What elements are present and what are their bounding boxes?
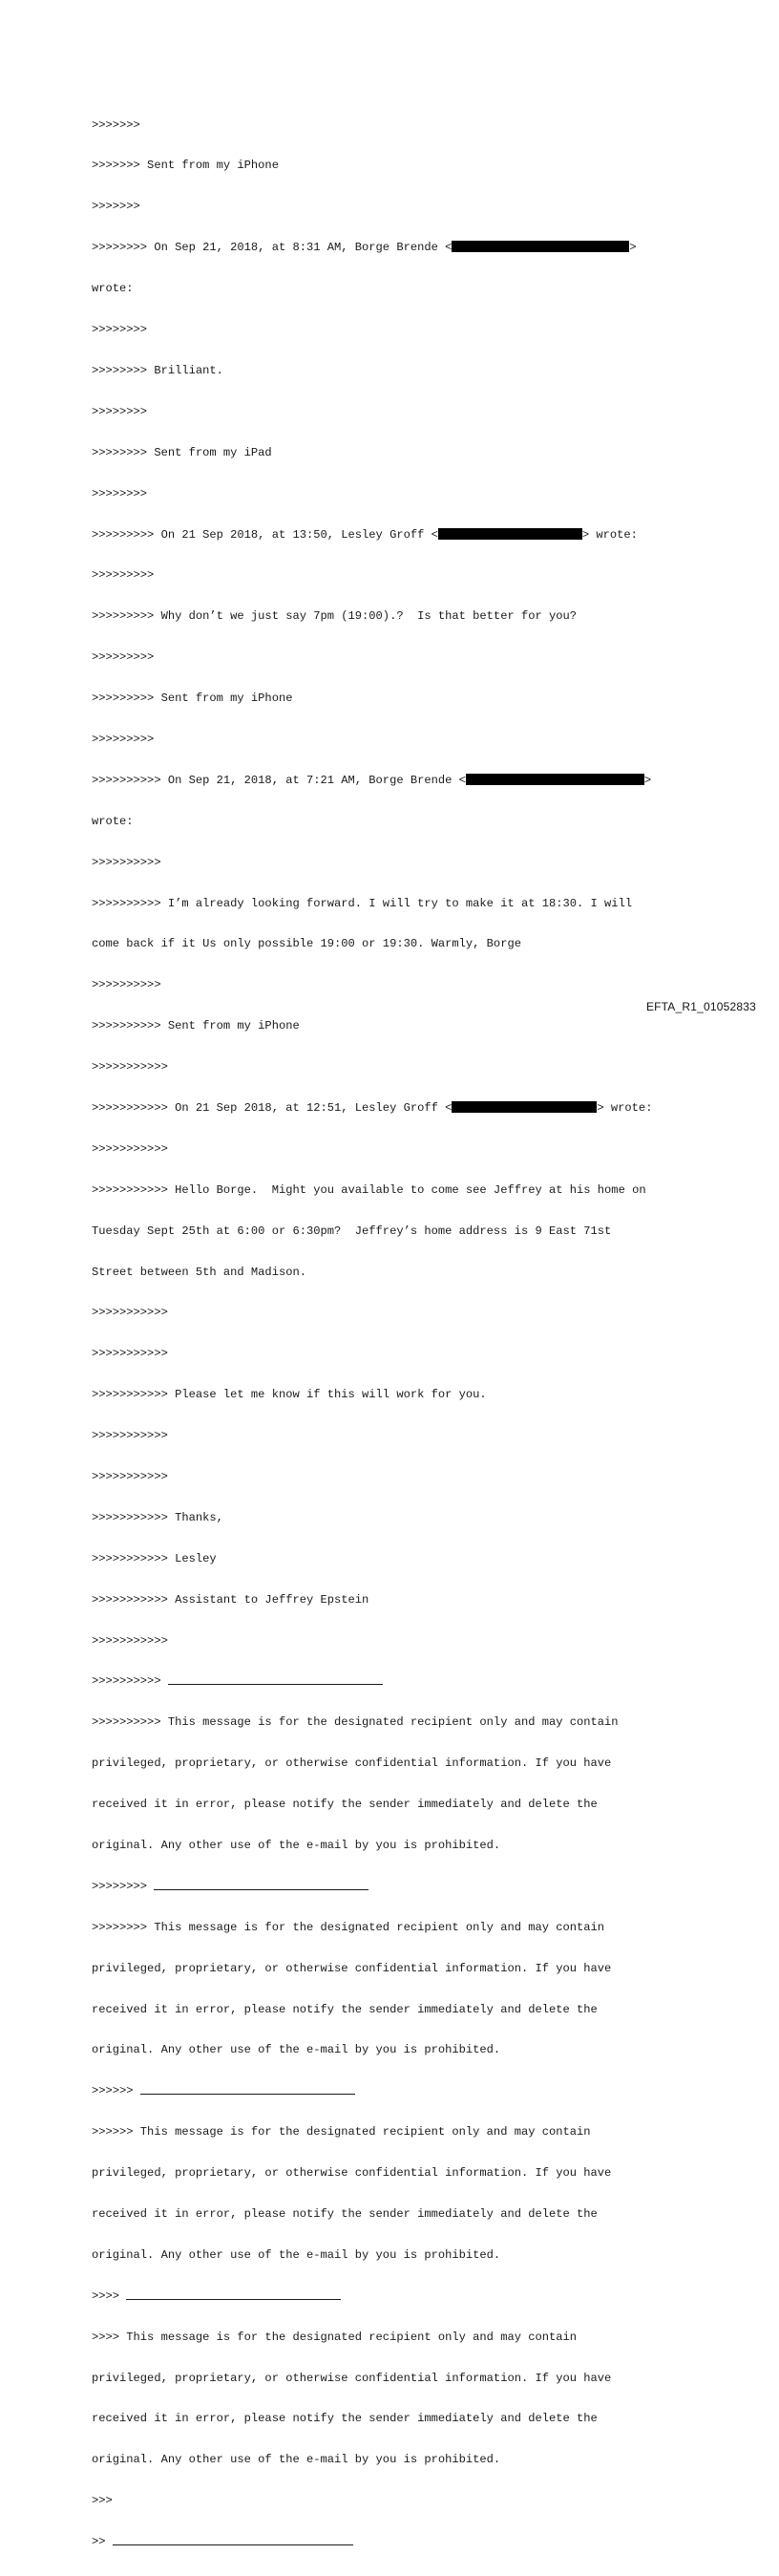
message-line: >>>>>>>> Brilliant. [92,363,223,377]
reply-header-text: >>>>>>>>> On 21 Sep 2018, at 13:50, Lesley Groff < [92,527,438,542]
quote-line: >>>>>>>>>>> [92,1429,168,1443]
quote-line: >>>>>>>>> [92,568,155,583]
message-line: Street between 5th and Madison. [92,1265,306,1279]
disclaimer-line: original. Any other use of the e-mail by you is prohibited. [92,2247,501,2262]
separator-rule [113,2535,353,2545]
message-line: Tuesday Sept 25th at 6:00 or 6:30pm? Jeffrey’s home address is 9 East 71st [92,1224,612,1238]
disclaimer-line: received it in error, please notify the sender immediately and delete the [92,2207,598,2222]
separator-line [92,1674,703,1688]
quote-line: >>>>>>>>> [92,650,155,665]
reply-header-close: > wrote: [581,527,638,542]
quote-line: >>>>>>> [92,200,140,214]
quote-line: >>>>>>>>>> [92,978,161,992]
separator-line [92,2084,703,2097]
message-line: >>>>>>>>>>> Hello Borge. Might you available to come see Jeffrey at his home on [92,1182,646,1197]
message-line: >>>>>>>>>>> Assistant to Jeffrey Epstein [92,1592,369,1607]
disclaimer-line: received it in error, please notify the sender immediately and delete the [92,2002,598,2016]
separator-line [92,2289,703,2303]
disclaimer-line: >>>>>>>>>> This message is for the designated recipient only and may contain [92,1715,619,1730]
quote-prefix: >>>> [92,2289,120,2303]
reply-header-wrote: wrote: [92,282,134,296]
quote-line: >>>>>>>>>>> [92,1306,168,1320]
reply-header-text: >>>>>>>>>> On Sep 21, 2018, at 7:21 AM, Borge Brende < [92,773,466,787]
bates-number: EFTA_R1_01052833 [645,1000,756,1013]
message-line: >>>>>>>>>> I’m already looking forward. I will try to make it at 18:30. I will [92,896,633,910]
message-line: >>>>>>>>>>> Thanks, [92,1510,223,1524]
quote-line: >>>>>>>>>>> [92,1347,168,1361]
quote-line: >>>>>>>>>> [92,855,161,869]
reply-header-text: >>>>>>>> On Sep 21, 2018, at 8:31 AM, Borge Brende < [92,241,453,255]
redacted-email-block [452,241,629,252]
disclaimer-line: received it in error, please notify the sender immediately and delete the [92,2412,598,2426]
disclaimer-line: original. Any other use of the e-mail by you is prohibited. [92,2453,501,2467]
reply-header [92,528,703,542]
signature-line: >>>>>>> Sent from my iPhone [92,159,279,173]
disclaimer-line: >>>>>> This message is for the designated recipient only and may contain [92,2125,591,2140]
quote-prefix: >>>>>> [92,2084,134,2098]
quote-line: >>>>>>>>>>> [92,1141,168,1156]
disclaimer-line: privileged, proprietary, or otherwise confidential information. If you have [92,2371,612,2385]
quote-prefix: >>>>>>>> [92,1879,148,1893]
disclaimer-line: privileged, proprietary, or otherwise confidential information. If you have [92,1961,612,1975]
quote-line: >>>>>>>> [92,323,148,337]
quote-line: >>>>>>>>>>> [92,1469,168,1483]
reply-header-close: > [629,241,637,255]
quote-line: >>>>>>> [92,117,140,132]
quote-line: >>>>>>>> [92,486,148,500]
signature-line: >>>>>>>>> Sent from my iPhone [92,692,293,706]
email-thread-body [92,91,703,2576]
separator-rule [140,2084,355,2095]
reply-header [92,774,703,787]
quote-line: >>> [92,2494,113,2508]
disclaimer-line: >>>> This message is for the designated recipient only and may contain [92,2330,578,2344]
message-line: >>>>>>>>>>> Please let me know if this will work for you. [92,1388,487,1402]
disclaimer-line: >>>>>>>> This message is for the designated recipient only and may contain [92,1920,605,1934]
disclaimer-line: privileged, proprietary, or otherwise confidential information. If you have [92,2166,612,2181]
quote-line: >>>>>>>>> [92,732,155,746]
separator-line [92,1880,703,1893]
disclaimer-line: original. Any other use of the e-mail by you is prohibited. [92,2043,501,2057]
reply-header-wrote: wrote: [92,814,134,828]
quote-prefix: >> [92,2535,106,2549]
signature-line: >>>>>>>> Sent from my iPad [92,445,272,459]
reply-header-close: > [643,773,652,787]
message-line: come back if it Us only possible 19:00 or 19:30. Warmly, Borge [92,937,521,951]
reply-header [92,241,703,254]
message-line: >>>>>>>>> Why don’t we just say 7pm (19:00).? Is that better for you? [92,609,578,624]
redacted-email-block [452,1101,597,1113]
signature-line: >>>>>>>>>> Sent from my iPhone [92,1019,300,1033]
disclaimer-line: original. Any other use of the e-mail by you is prohibited. [92,1839,501,1852]
redacted-email-block [438,528,582,540]
separator-rule [154,1880,368,1890]
disclaimer-line: received it in error, please notify the sender immediately and delete the [92,1798,598,1812]
reply-header [92,1101,703,1115]
quote-line: >>>>>>>>>>> [92,1060,168,1075]
reply-header-text: >>>>>>>>>>> On 21 Sep 2018, at 12:51, Lesley Groff < [92,1100,453,1115]
quote-line: >>>>>>>>>>> [92,1633,168,1648]
redacted-email-block [466,774,644,785]
message-line: >>>>>>>>>>> Lesley [92,1551,217,1565]
quote-prefix: >>>>>>>>>> [92,1674,161,1689]
quote-line: >>>>>>>> [92,404,148,418]
separator-rule [126,2289,341,2300]
disclaimer-line: privileged, proprietary, or otherwise confidential information. If you have [92,1756,612,1771]
reply-header-close: > wrote: [597,1100,653,1115]
separator-rule [168,1674,383,1685]
separator-line [92,2535,703,2548]
